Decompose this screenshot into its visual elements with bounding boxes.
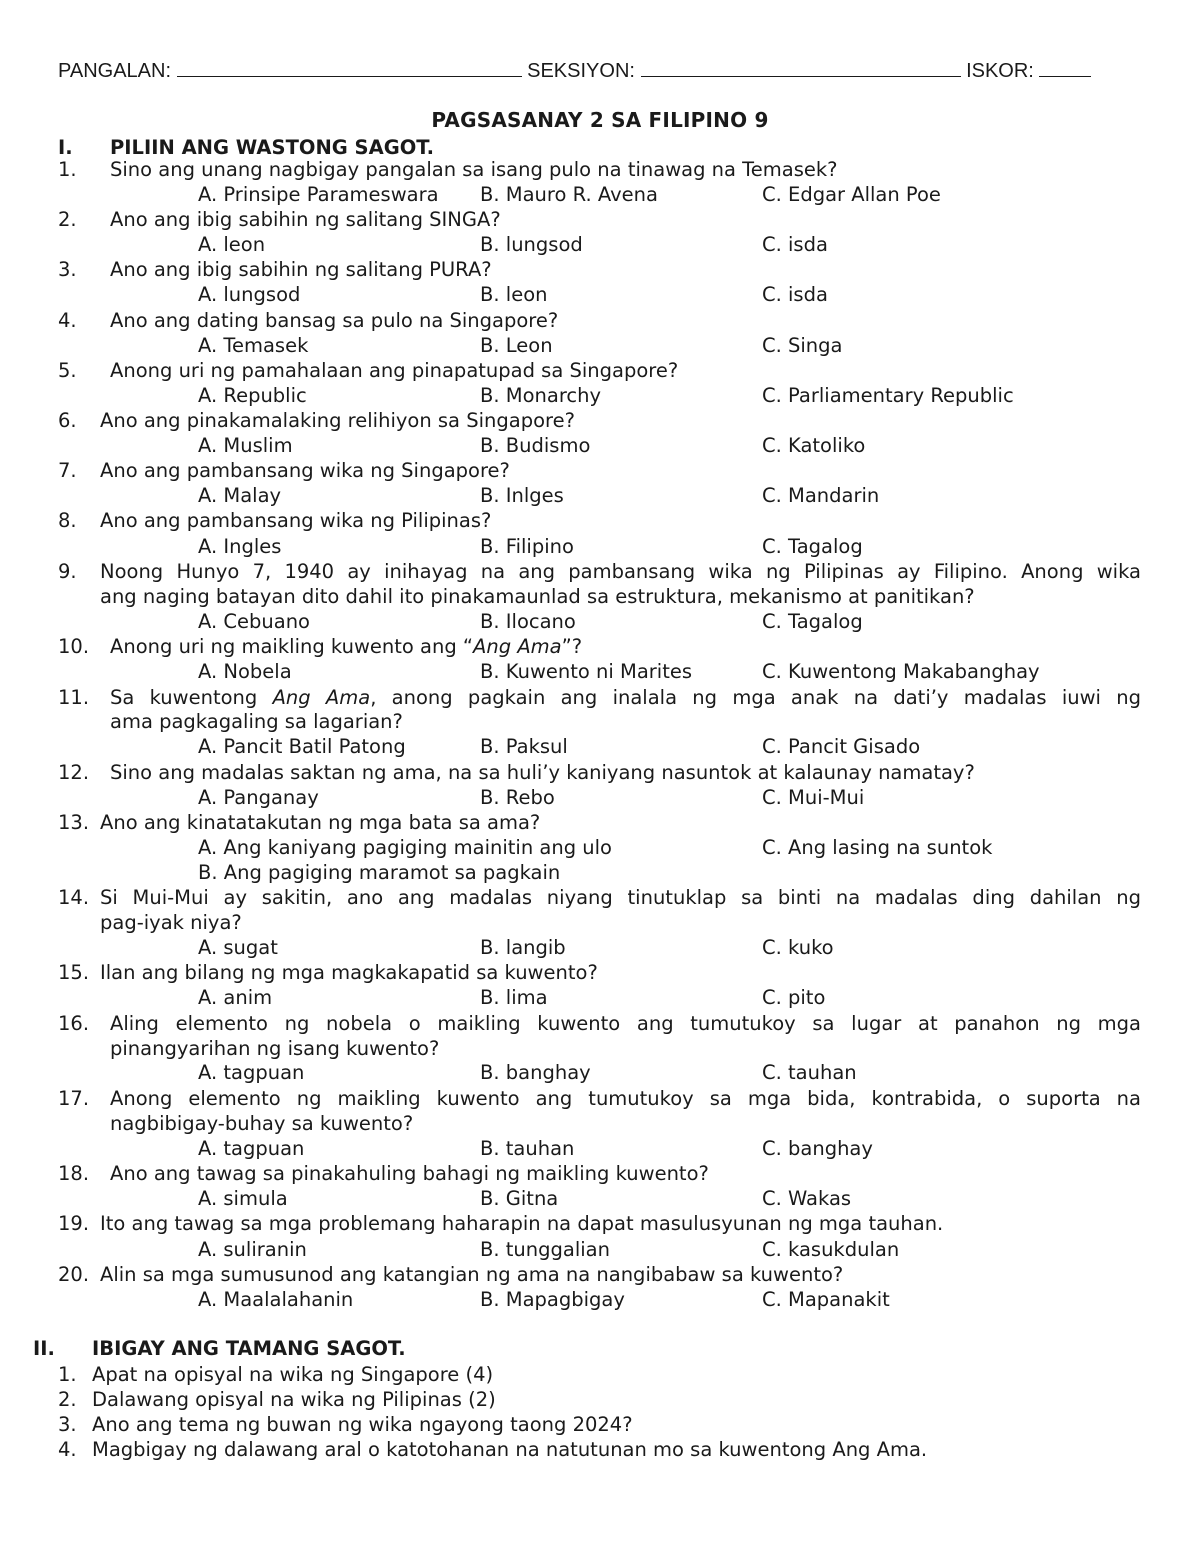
option-c[interactable]: C. kuko (762, 936, 834, 959)
option-c[interactable]: C. isda (762, 283, 828, 306)
question-number: 14. (58, 886, 90, 909)
question-number: 13. (58, 811, 90, 834)
question-text: Ano ang pambansang wika ng Pilipinas? (100, 509, 492, 532)
option-b[interactable]: B. Gitna (480, 1187, 559, 1210)
score-blank[interactable] (1039, 56, 1091, 77)
option-a[interactable]: A. tagpuan (198, 1137, 305, 1160)
option-a[interactable]: A. Pancit Batil Patong (198, 735, 406, 758)
question-number: 3. (58, 258, 77, 281)
part1-heading: PILIIN ANG WASTONG SAGOT. (110, 136, 435, 159)
question-text-end: ”? (561, 635, 583, 658)
option-a[interactable]: A. simula (198, 1187, 288, 1210)
question-number: 4. (58, 309, 77, 332)
option-c[interactable]: C. isda (762, 233, 828, 256)
option-b[interactable]: B. langib (480, 936, 566, 959)
option-a[interactable]: A. Temasek (198, 334, 309, 357)
option-a[interactable]: A. Ingles (198, 535, 282, 558)
name-blank[interactable] (177, 56, 522, 77)
question-text: Ano ang pinakamalaking relihiyon sa Singapore? (100, 409, 575, 432)
question-number: 19. (58, 1212, 90, 1235)
option-c[interactable]: C. Pancit Gisado (762, 735, 921, 758)
option-b[interactable]: B. Filipino (480, 535, 574, 558)
question-number: 7. (58, 459, 77, 482)
question-text-continued: ang naging batayan dito dahil ito pinakamaunlad sa estruktura, mekanismo at panitikan? (100, 585, 975, 608)
option-b[interactable]: B. tunggalian (480, 1238, 610, 1261)
question-text: Ilan ang bilang ng mga magkakapatid sa kuwento? (100, 961, 598, 984)
option-a[interactable]: A. lungsod (198, 283, 301, 306)
question-number: 5. (58, 359, 77, 382)
section-label: SEKSIYON: (527, 60, 635, 82)
option-c[interactable]: C. Mui-Mui (762, 786, 865, 809)
question-number: 11. (58, 686, 90, 709)
option-a[interactable]: A. tagpuan (198, 1061, 305, 1084)
story-title: Ang Ama (473, 635, 562, 658)
option-a[interactable]: A. Cebuano (198, 610, 310, 633)
option-b[interactable]: B. banghay (480, 1061, 591, 1084)
question-number: 20. (58, 1263, 90, 1286)
question-number: 6. (58, 409, 77, 432)
question-text-continued: pag-iyak niya? (100, 911, 242, 934)
option-a[interactable]: A. Prinsipe Parameswara (198, 183, 439, 206)
option-a[interactable]: A. Ang kaniyang pagiging mainitin ang ulo (198, 836, 612, 859)
header-fields (58, 56, 1128, 86)
option-c[interactable]: C. pito (762, 986, 826, 1009)
question-text: Ano ang kinatatakutan ng mga bata sa ama? (100, 811, 541, 834)
option-c[interactable]: C. Kuwentong Makabanghay (762, 660, 1040, 683)
question-text-continued: ama pagkagaling sa lagarian? (110, 710, 403, 733)
part2-heading: IBIGAY ANG TAMANG SAGOT. (92, 1337, 406, 1360)
question-number: 15. (58, 961, 90, 984)
question-text: Sino ang madalas saktan ng ama, na sa huli’y kaniyang nasuntok at kalaunay namatay? (110, 761, 975, 784)
item-number: 2. (58, 1388, 77, 1411)
question-text (110, 685, 1141, 710)
item-number: 4. (58, 1438, 77, 1461)
option-b[interactable]: B. Paksul (480, 735, 568, 758)
item-text: Apat na opisyal na wika ng Singapore (4) (92, 1363, 494, 1386)
option-c[interactable]: C. Edgar Allan Poe (762, 183, 941, 206)
option-b[interactable]: B. lima (480, 986, 548, 1009)
question-text: Anong uri ng pamahalaan ang pinapatupad sa Singapore? (110, 359, 679, 382)
option-a[interactable]: A. Malay (198, 484, 282, 507)
option-b[interactable]: B. leon (480, 283, 548, 306)
question-number: 9. (58, 560, 77, 583)
name-label: PANGALAN: (58, 60, 171, 82)
question-text: Ano ang pambansang wika ng Singapore? (100, 459, 510, 482)
question-text: Si Mui-Mui ay sakitin, ano ang madalas niyang tinutuklap sa binti na madalas ding dahilan ng (100, 886, 1141, 909)
question-text: Ano ang ibig sabihin ng salitang PURA? (110, 258, 492, 281)
option-b[interactable]: B. Kuwento ni Marites (480, 660, 693, 683)
part1-numeral: I. (58, 136, 73, 159)
question-text-end: , anong pagkain ang inalala ng mga anak na dati’y madalas iuwi ng (370, 686, 1141, 709)
option-c[interactable]: C. tauhan (762, 1061, 857, 1084)
item-text: Ano ang tema ng buwan ng wika ngayong taong 2024? (92, 1413, 633, 1436)
score-label: ISKOR: (966, 60, 1034, 82)
question-text (110, 634, 582, 659)
option-b[interactable]: B. Rebo (480, 786, 555, 809)
question-text-start: Anong uri ng maikling kuwento ang “ (110, 635, 474, 658)
question-text: Ano ang ibig sabihin ng salitang SINGA? (110, 208, 501, 231)
part2-numeral: II. (33, 1337, 55, 1360)
option-b[interactable]: B. Monarchy (480, 384, 602, 407)
question-text: Ano ang tawag sa pinakahuling bahagi ng maikling kuwento? (110, 1162, 709, 1185)
story-title: Ang Ama (272, 686, 371, 709)
question-number: 18. (58, 1162, 90, 1185)
option-a[interactable]: A. Republic (198, 384, 307, 407)
question-text: Noong Hunyo 7, 1940 ay inihayag na ang pambansang wika ng Pilipinas ay Filipino. Anong wika (100, 560, 1141, 583)
item-number: 3. (58, 1413, 77, 1436)
option-a[interactable]: A. anim (198, 986, 273, 1009)
question-text: Ano ang dating bansag sa pulo na Singapore? (110, 309, 559, 332)
option-b[interactable]: B. lungsod (480, 233, 583, 256)
option-c[interactable]: C. Singa (762, 334, 843, 357)
option-c[interactable]: C. Tagalog (762, 535, 863, 558)
option-b[interactable]: B. Leon (480, 334, 553, 357)
option-c[interactable]: C. Katoliko (762, 434, 866, 457)
question-text: Alin sa mga sumusunod ang katangian ng ama na nangibabaw sa kuwento? (100, 1263, 844, 1286)
question-number: 2. (58, 208, 77, 231)
option-b[interactable]: B. Mauro R. Avena (480, 183, 658, 206)
section-blank[interactable] (641, 56, 961, 77)
item-text: Magbigay ng dalawang aral o katotohanan na natutunan mo sa kuwentong Ang Ama. (92, 1438, 928, 1461)
option-a[interactable]: A. Maalalahanin (198, 1288, 354, 1311)
item-number: 1. (58, 1363, 77, 1386)
question-text-start: Sa kuwentong (110, 686, 273, 709)
question-text: Anong elemento ng maikling kuwento ang tumutukoy sa mga bida, kontrabida, o suporta na (110, 1087, 1141, 1110)
option-a[interactable]: A. leon (198, 233, 266, 256)
question-text: Sino ang unang nagbigay pangalan sa isang pulo na tinawag na Temasek? (110, 158, 838, 181)
option-c[interactable]: C. Mapanakit (762, 1288, 890, 1311)
question-text: Aling elemento ng nobela o maikling kuwento ang tumutukoy sa lugar at panahon ng mga (110, 1012, 1141, 1035)
option-b[interactable]: B. Inlges (480, 484, 564, 507)
item-text: Dalawang opisyal na wika ng Pilipinas (2) (92, 1388, 496, 1411)
option-c[interactable]: C. banghay (762, 1137, 873, 1160)
question-number: 8. (58, 509, 77, 532)
option-c[interactable]: C. Wakas (762, 1187, 852, 1210)
option-b[interactable]: B. Mapagbigay (480, 1288, 625, 1311)
question-number: 17. (58, 1087, 90, 1110)
option-a[interactable]: A. suliranin (198, 1238, 307, 1261)
option-c[interactable]: C. Parliamentary Republic (762, 384, 1014, 407)
question-number: 16. (58, 1012, 90, 1035)
option-a[interactable]: A. Panganay (198, 786, 319, 809)
option-a[interactable]: A. Muslim (198, 434, 293, 457)
question-number: 10. (58, 635, 90, 658)
question-text-continued: nagbibigay-buhay sa kuwento? (110, 1112, 414, 1135)
option-b[interactable]: B. Ilocano (480, 610, 576, 633)
question-text-continued: pinangyarihan ng isang kuwento? (110, 1037, 440, 1060)
option-a[interactable]: A. sugat (198, 936, 278, 959)
option-c[interactable]: C. Mandarin (762, 484, 880, 507)
option-c[interactable]: C. kasukdulan (762, 1238, 900, 1261)
question-text: Ito ang tawag sa mga problemang haharapin na dapat masulusyunan ng mga tauhan. (100, 1212, 944, 1235)
option-b[interactable]: B. Ang pagiging maramot sa pagkain (198, 861, 561, 884)
option-b[interactable]: B. tauhan (480, 1137, 575, 1160)
question-number: 12. (58, 761, 90, 784)
option-c[interactable]: C. Ang lasing na suntok (762, 836, 993, 859)
option-c[interactable]: C. Tagalog (762, 610, 863, 633)
page-title: PAGSASANAY 2 SA FILIPINO 9 (431, 108, 769, 132)
question-number: 1. (58, 158, 77, 181)
option-a[interactable]: A. Nobela (198, 660, 292, 683)
option-b[interactable]: B. Budismo (480, 434, 591, 457)
